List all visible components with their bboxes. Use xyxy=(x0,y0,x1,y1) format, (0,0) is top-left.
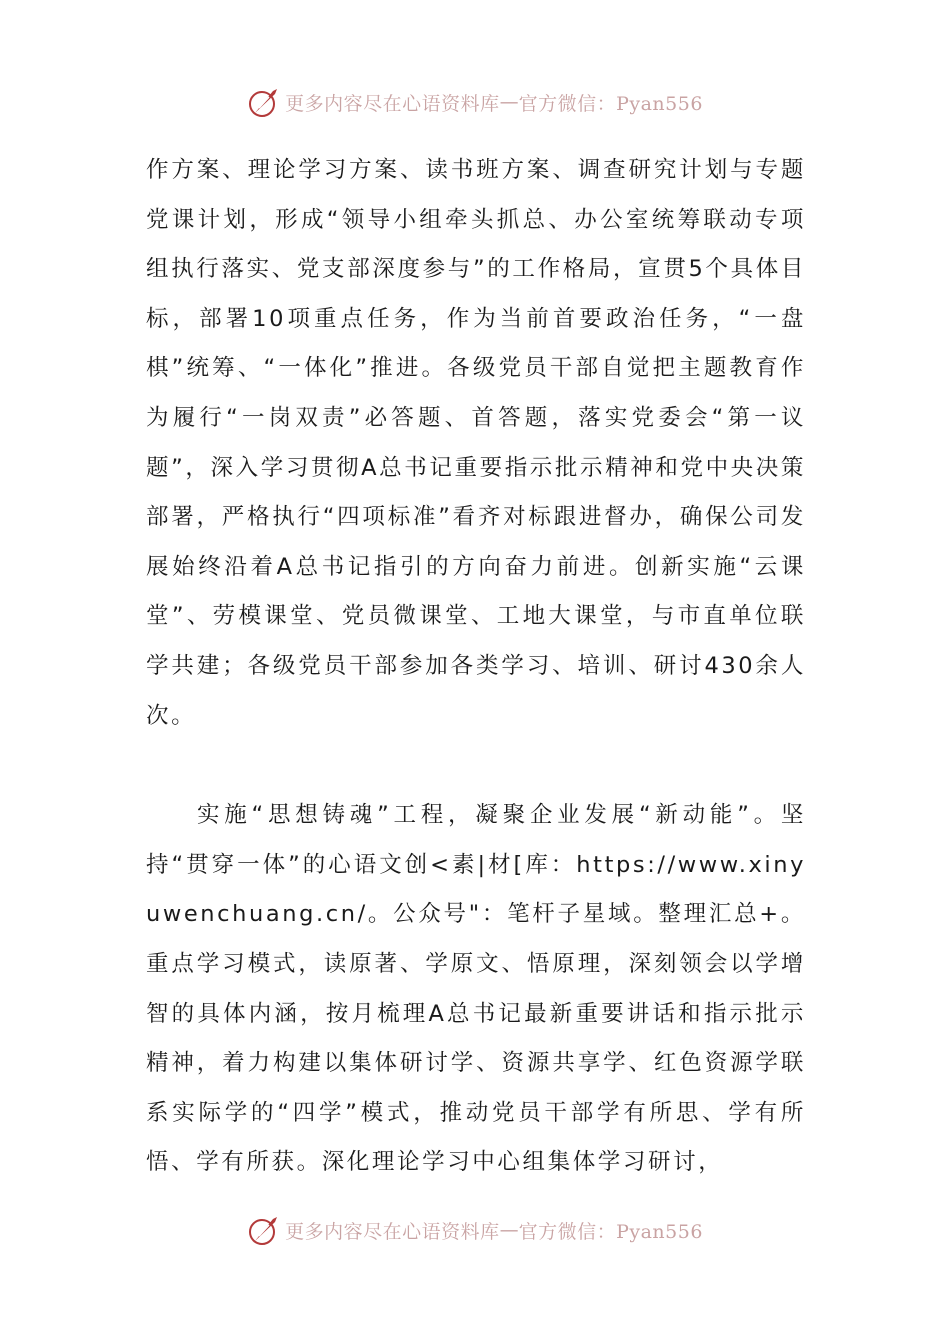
quill-pen-icon xyxy=(247,1213,281,1247)
footer-contact-text: 官方微信：Pyan556 xyxy=(518,1220,703,1243)
header-banner-separator: — xyxy=(499,91,519,113)
footer-banner xyxy=(0,1210,950,1250)
body-paragraph-2: 实施“思想铸魂”工程，凝聚企业发展“新动能”。坚持“贯穿一体”的心语文创<素|材[库：https://www.xinyuwenchuang.cn/。公众号"：笔杆子星域。整理汇总+。重点学习模式，读原著、学原文、悟原理，深刻领会以学增智的具体内涵，按月梳理A总书记最新重要讲话和指示批示精神，着力构建以集体研讨学、资源共享学、红色资源学联系实际学的“四学”模式，推动党员干部学有所思、学有所悟、学有所获。深化理论学习中心组集体学习研讨， xyxy=(146,802,806,1176)
header-contact-text: 官方微信：Pyan556 xyxy=(518,92,703,115)
paragraph-spacer xyxy=(146,741,806,791)
footer-banner-separator: — xyxy=(499,1219,519,1241)
document-body xyxy=(146,146,806,1188)
body-paragraph-1: 作方案、理论学习方案、读书班方案、调查研究计划与专题党课计划，形成“领导小组牵头抓总、办公室统筹联动专项组执行落实、党支部深度参与”的工作格局，宣贯5个具体目标，部署10项重点任务，作为当前首要政治任务，“一盘棋”统筹、“一体化”推进。各级党员干部自觉把主题教育作为履行“一岗双责”必答题、首答题，落实党委会“第一议题”，深入学习贯彻A总书记重要指示批示精神和党中央决策部署，严格执行“四项标准”看齐对标跟进督办，确保公司发展始终沿着A总书记指引的方向奋力前进。创新实施“云课堂”、劳模课堂、党员微课堂、工地大课堂，与市直单位联学共建；各级党员干部参加各类学习、培训、研讨430余人次。 xyxy=(146,157,806,729)
header-banner-text: 更多内容尽在心语资料库 xyxy=(285,92,500,115)
footer-banner-text: 更多内容尽在心语资料库 xyxy=(285,1220,500,1243)
header-banner xyxy=(0,82,950,122)
quill-pen-icon xyxy=(247,85,281,119)
